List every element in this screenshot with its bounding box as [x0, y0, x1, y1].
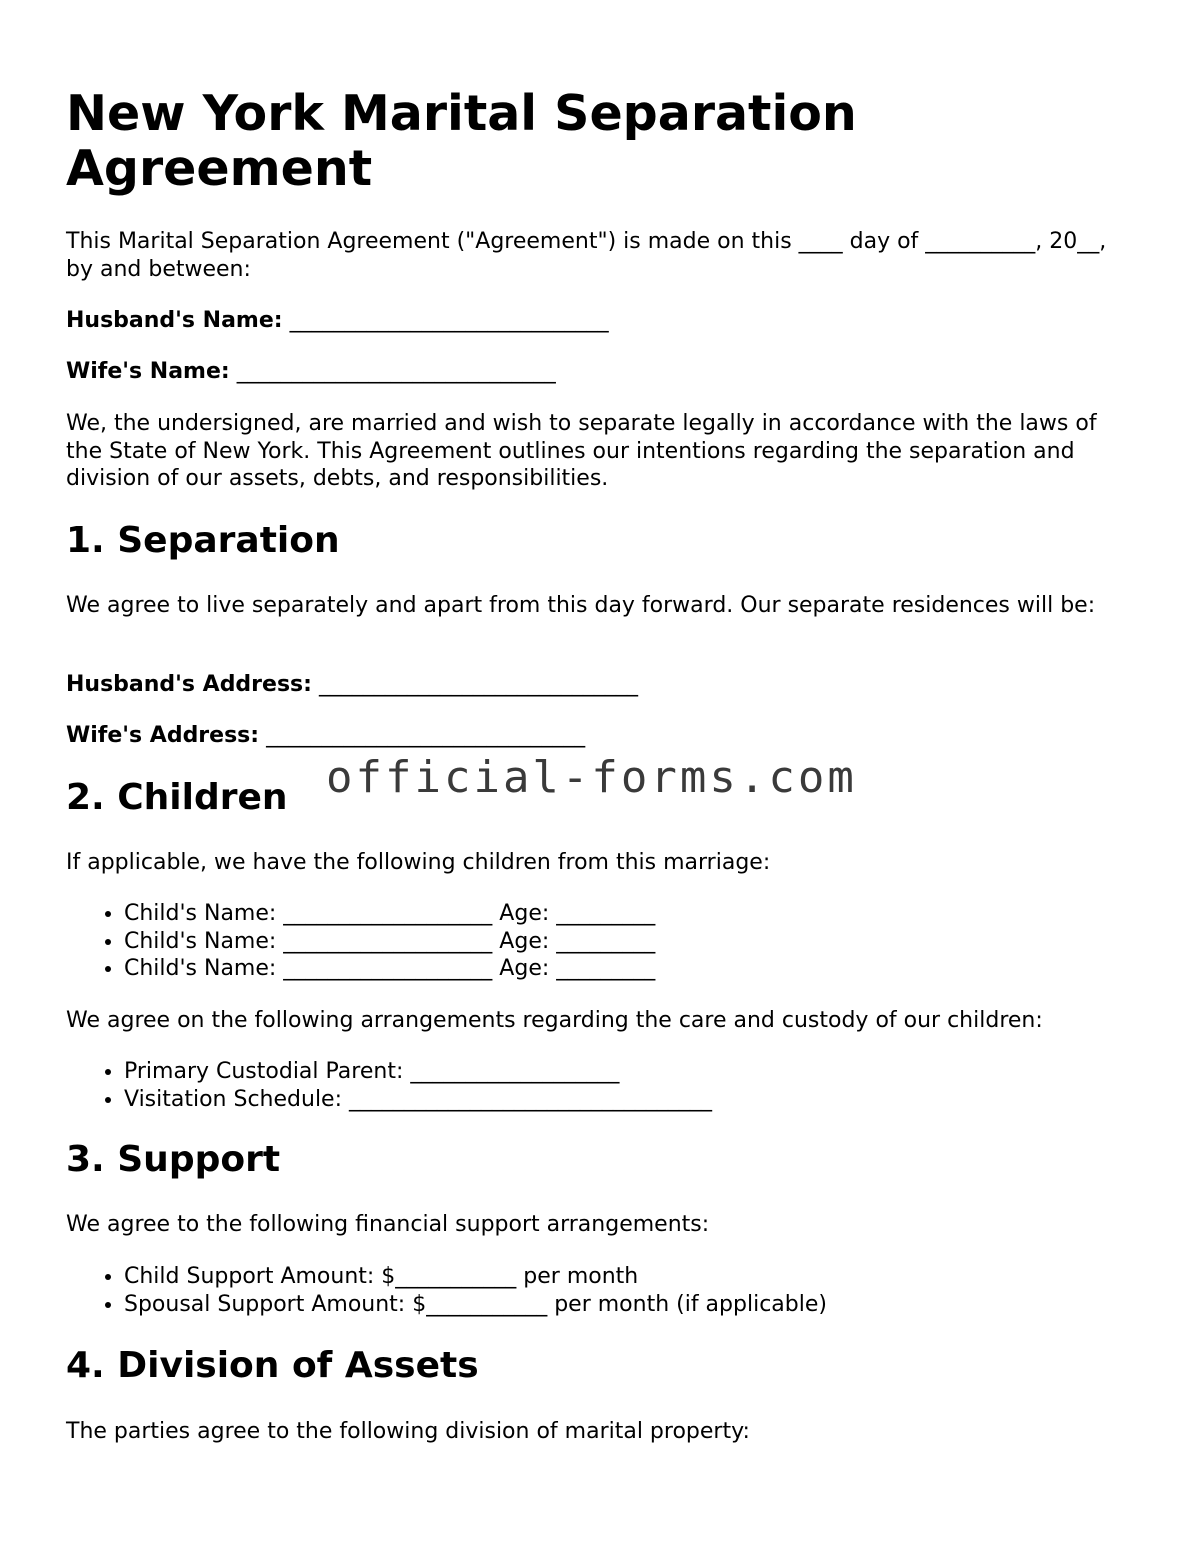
section-heading-assets: 4. Division of Assets	[66, 1345, 479, 1386]
husband-address-blank: _____________________________	[318, 672, 638, 697]
section-heading-separation: 1. Separation	[66, 520, 340, 561]
assets-paragraph: The parties agree to the following division of marital property:	[66, 1419, 750, 1444]
wife-name-field	[66, 358, 1136, 386]
children-paragraph: If applicable, we have the following children from this marriage:	[66, 850, 771, 875]
children-list	[66, 900, 1192, 983]
list-item: • Child's Name: ___________________ Age: _________	[124, 900, 1192, 928]
list-item: • Spousal Support Amount: $___________ per month (if applicable)	[124, 1291, 1192, 1319]
wife-address-field	[66, 722, 1136, 750]
list-item: • Child Support Amount: $___________ per month	[124, 1263, 1192, 1291]
custody-paragraph: We agree on the following arrangements regarding the care and custody of our children:	[66, 1008, 1043, 1033]
list-item: • Primary Custodial Parent: ___________________	[124, 1058, 1192, 1086]
husband-name-label: Husband's Name:	[66, 308, 283, 333]
list-item: • Visitation Schedule: _________________________________	[124, 1086, 1192, 1114]
wife-address-label: Wife's Address:	[66, 723, 260, 748]
section-heading-children: 2. Children	[66, 777, 288, 818]
custody-list	[66, 1058, 1192, 1113]
wife-name-blank: _____________________________	[236, 359, 556, 384]
purpose-paragraph: We, the undersigned, are married and wish to separate legally in accordance with the laws of the State of New York. This Agreement outlines our intentions regarding the separation and division of our assets, debts, and responsibilities.	[66, 411, 1097, 491]
husband-name-field	[66, 307, 1136, 335]
section-heading-support: 3. Support	[66, 1139, 281, 1180]
husband-name-blank: _____________________________	[289, 308, 609, 333]
wife-address-blank: _____________________________	[266, 723, 586, 748]
watermark: official-forms.com	[326, 752, 857, 803]
support-list	[66, 1263, 1192, 1318]
list-item: • Child's Name: ___________________ Age: _________	[124, 955, 1192, 983]
wife-name-label: Wife's Name:	[66, 359, 230, 384]
husband-address-field	[66, 671, 1136, 699]
husband-address-label: Husband's Address:	[66, 672, 312, 697]
list-item: • Child's Name: ___________________ Age: _________	[124, 928, 1192, 956]
intro-paragraph: This Marital Separation Agreement ("Agreement") is made on this ____ day of __________, 20__, by and between:	[66, 229, 1107, 282]
separation-paragraph: We agree to live separately and apart from this day forward. Our separate residences will be:	[66, 593, 1096, 618]
page-title: New York Marital Separation Agreement	[66, 85, 857, 197]
support-paragraph: We agree to the following financial support arrangements:	[66, 1212, 710, 1237]
